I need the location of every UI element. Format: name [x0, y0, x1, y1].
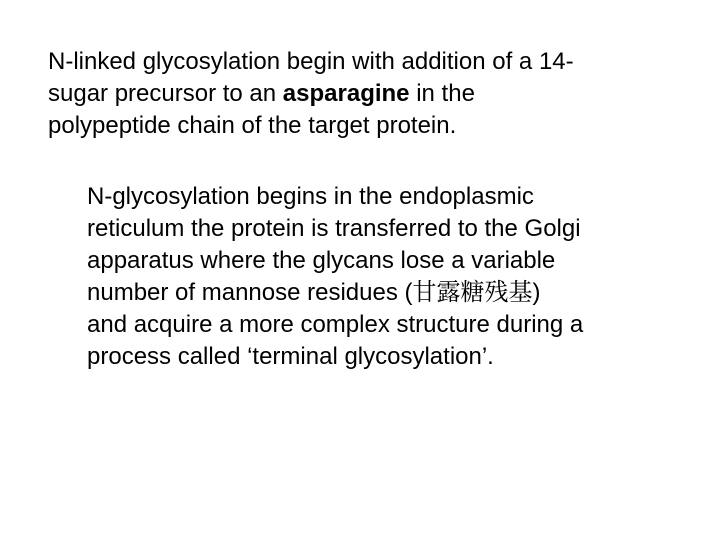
paragraph2-line4: number of mannose residues (甘露糖残基): [87, 279, 541, 306]
paragraph1-line1: N-linked glycosylation begin with addition of a 14-: [48, 48, 574, 75]
paragraph2-line2: reticulum the protein is transferred to the Golgi: [87, 215, 581, 242]
asparagine-term: asparagine: [282, 80, 410, 107]
paragraph1-line3: polypeptide chain of the target protein.: [48, 112, 457, 139]
paragraph2-line6: process called ‘terminal glycosylation’.: [87, 343, 494, 370]
paragraph2-line5: and acquire a more complex structure during a: [87, 311, 584, 338]
paragraph2-line1: N-glycosylation begins in the endoplasmic: [87, 183, 534, 210]
paragraph2-line3: apparatus where the glycans lose a variable: [87, 247, 556, 274]
paragraph-n-linked-glycosylation: [48, 46, 668, 142]
paragraph1-line2: [48, 78, 668, 110]
paragraph-n-glycosylation-process: [87, 181, 687, 373]
paragraph1-line2-after: in the: [409, 80, 475, 107]
paragraph1-line2-before: sugar precursor to an: [48, 80, 283, 107]
